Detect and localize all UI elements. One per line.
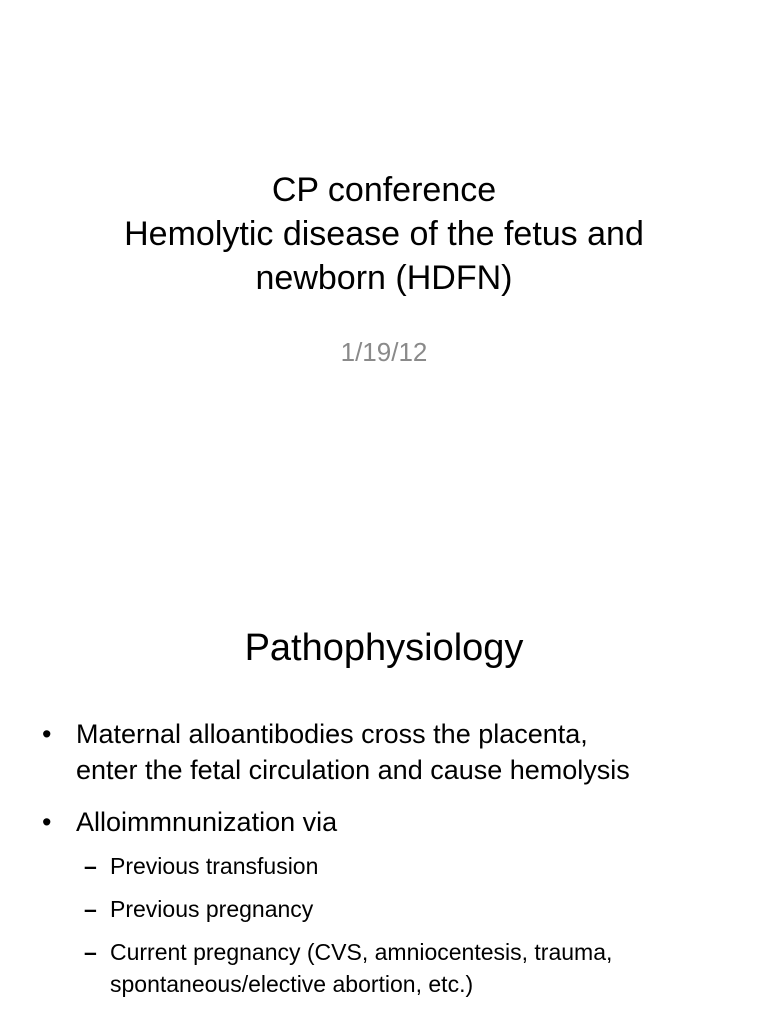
bullet-item [42, 804, 742, 840]
bullet-dot-icon: • [42, 719, 52, 749]
dash-icon: – [84, 939, 97, 965]
slide-heading: Pathophysiology [244, 627, 524, 669]
sub-bullet-text-line: Previous pregnancy [110, 896, 314, 922]
sub-bullet-list [42, 850, 742, 1000]
bullet-text-line: enter the fetal circulation and cause hemolysis [76, 755, 630, 785]
bullet-dot-icon: • [42, 807, 52, 837]
pathophysiology-slide [0, 512, 768, 1024]
sub-bullet-text-line: spontaneous/elective abortion, etc.) [110, 971, 474, 997]
bullet-text [76, 804, 742, 840]
sub-bullet-text-line: Current pregnancy (CVS, amniocentesis, trauma, [110, 939, 613, 965]
sub-bullet-text-line: Previous transfusion [110, 853, 319, 879]
sub-bullet-item [84, 936, 742, 1000]
sub-bullet-text [110, 936, 742, 1000]
bullet-text [76, 716, 742, 788]
bullet-text-line: Alloimmnunization via [76, 807, 338, 837]
sub-bullet-item [84, 893, 742, 925]
title-line: Hemolytic disease of the fetus and [124, 215, 644, 253]
title-line: CP conference [271, 171, 497, 209]
dash-icon: – [84, 853, 97, 879]
bullet-list [42, 716, 742, 1011]
bullet-text-line: Maternal alloantibodies cross the placenta, [76, 719, 588, 749]
title-line: newborn (HDFN) [255, 259, 513, 297]
slide-title [0, 168, 768, 300]
sub-bullet-item [84, 850, 742, 882]
sub-bullet-text [110, 850, 742, 882]
dash-icon: – [84, 896, 97, 922]
slide-date: 1/19/12 [340, 337, 428, 367]
sub-bullet-text [110, 893, 742, 925]
bullet-item [42, 716, 742, 788]
